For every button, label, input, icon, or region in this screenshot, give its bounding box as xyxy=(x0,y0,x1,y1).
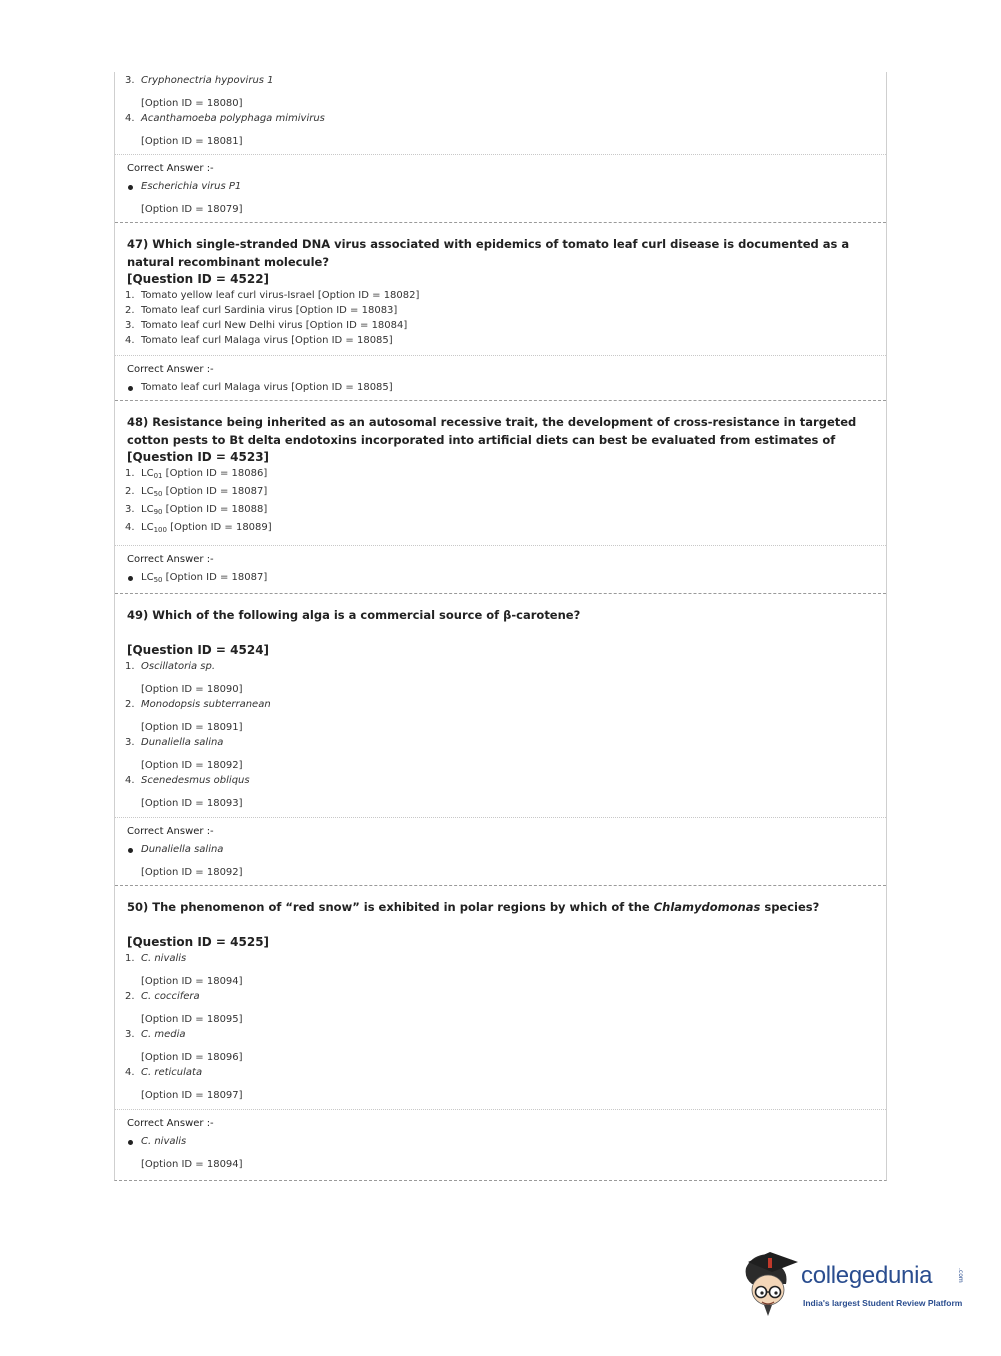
correct-answer-section xyxy=(115,545,886,593)
correct-answer-label: Correct Answer :- xyxy=(127,364,214,375)
option-id: [Option ID = 18094] xyxy=(141,976,243,987)
option: 3. C. media xyxy=(125,1029,186,1040)
correct-answer: Tomato leaf curl Malaga virus [Option ID = 18085] xyxy=(127,380,874,395)
option-id: [Option ID = 18092] xyxy=(141,760,243,771)
question-46-tail xyxy=(115,72,886,149)
bullet-icon xyxy=(128,576,133,581)
correct-answer: Escherichia virus P1 xyxy=(127,179,874,194)
question-48 xyxy=(115,400,886,545)
option: 4. Acanthamoeba polyphaga mimivirus xyxy=(125,113,325,124)
correct-answer-label: Correct Answer :- xyxy=(127,826,214,837)
option-id: [Option ID = 18079] xyxy=(141,204,243,215)
correct-answer: $LC_{50}$ [Option ID = 18087] xyxy=(127,570,874,588)
question-id: [Question ID = 4522] xyxy=(127,272,270,286)
option: 1. C. nivalis xyxy=(125,953,187,964)
option-id: [Option ID = 18096] xyxy=(141,1052,243,1063)
option: 2. $LC_{50}$ [Option ID = 18087] xyxy=(125,486,268,498)
question-text: 47) Which single-stranded DNA virus associated with epidemics of tomato leaf curl disease is documented as a natural recombinant molecule? xyxy=(127,237,850,269)
option: 3. Dunaliella salina xyxy=(125,737,224,748)
option-id: [Option ID = 18081] xyxy=(141,136,243,147)
option: 1. $LC_{01}$ [Option ID = 18086] xyxy=(125,468,268,480)
option: 2. Monodopsis subterranean xyxy=(125,699,271,710)
question-id: [Question ID = 4523] xyxy=(127,450,270,464)
logo-suffix: .com xyxy=(957,1268,964,1283)
bullet-icon xyxy=(128,848,133,853)
correct-answer-section xyxy=(115,817,886,885)
option: 2. Tomato leaf curl Sardinia virus [Option ID = 18083] xyxy=(125,305,398,316)
question-id: [Question ID = 4524] xyxy=(127,643,270,657)
option-id: [Option ID = 18093] xyxy=(141,798,243,809)
option: 3. Tomato leaf curl New Delhi virus [Option ID = 18084] xyxy=(125,320,408,331)
question-47 xyxy=(115,222,886,355)
question-50 xyxy=(115,885,886,1109)
option: 4. Tomato leaf curl Malaga virus [Option ID = 18085] xyxy=(125,335,393,346)
bullet-icon xyxy=(128,386,133,391)
correct-answer-label: Correct Answer :- xyxy=(127,163,214,174)
question-text: 50) The phenomenon of “red snow” is exhibited in polar regions by which of the Chlamydomonas species? xyxy=(127,900,820,914)
bullet-icon xyxy=(128,185,133,190)
logo-tagline: India's largest Student Review Platform xyxy=(803,1298,963,1308)
question-text: 48) Resistance being inherited as an autosomal recessive trait, the development of cross-resistance in targeted cotton pests to Bt delta endotoxins incorporated into artificial diets can best be evaluated from estimates of xyxy=(127,415,857,447)
correct-answer: Dunaliella salina xyxy=(127,842,874,857)
option-id: [Option ID = 18094] xyxy=(141,1159,243,1170)
option: 4. C. reticulata xyxy=(125,1067,203,1078)
option-id: [Option ID = 18097] xyxy=(141,1090,243,1101)
correct-answer-label: Correct Answer :- xyxy=(127,1118,214,1129)
option: 4. $LC_{100}$ [Option ID = 18089] xyxy=(125,522,272,534)
correct-answer-section xyxy=(115,1109,886,1180)
question-49 xyxy=(115,593,886,817)
correct-answer-section xyxy=(115,154,886,222)
option: 3. Cryphonectria hypovirus 1 xyxy=(125,75,274,86)
bullet-icon xyxy=(128,1140,133,1145)
correct-answer: C. nivalis xyxy=(127,1134,874,1149)
option-id: [Option ID = 18091] xyxy=(141,722,243,733)
question-paper xyxy=(114,72,887,1181)
question-id: [Question ID = 4525] xyxy=(127,935,270,949)
correct-answer-section xyxy=(115,355,886,400)
option: 4. Scenedesmus obliqus xyxy=(125,775,250,786)
option-id: [Option ID = 18095] xyxy=(141,1014,243,1025)
option: 1. Oscillatoria sp. xyxy=(125,661,216,672)
collegedunia-logo[interactable] xyxy=(742,1250,972,1318)
option: 2. C. coccifera xyxy=(125,991,200,1002)
option-id: [Option ID = 18092] xyxy=(141,867,243,878)
logo-wordmark: collegedunia xyxy=(801,1262,933,1289)
mascot-icon xyxy=(742,1250,800,1318)
correct-answer-label: Correct Answer :- xyxy=(127,554,214,565)
option-id: [Option ID = 18080] xyxy=(141,98,243,109)
option: 1. Tomato yellow leaf curl virus-Israel [Option ID = 18082] xyxy=(125,290,420,301)
question-text: 49) Which of the following alga is a commercial source of β-carotene? xyxy=(127,608,581,622)
option: 3. $LC_{90}$ [Option ID = 18088] xyxy=(125,504,268,516)
option-id: [Option ID = 18090] xyxy=(141,684,243,695)
